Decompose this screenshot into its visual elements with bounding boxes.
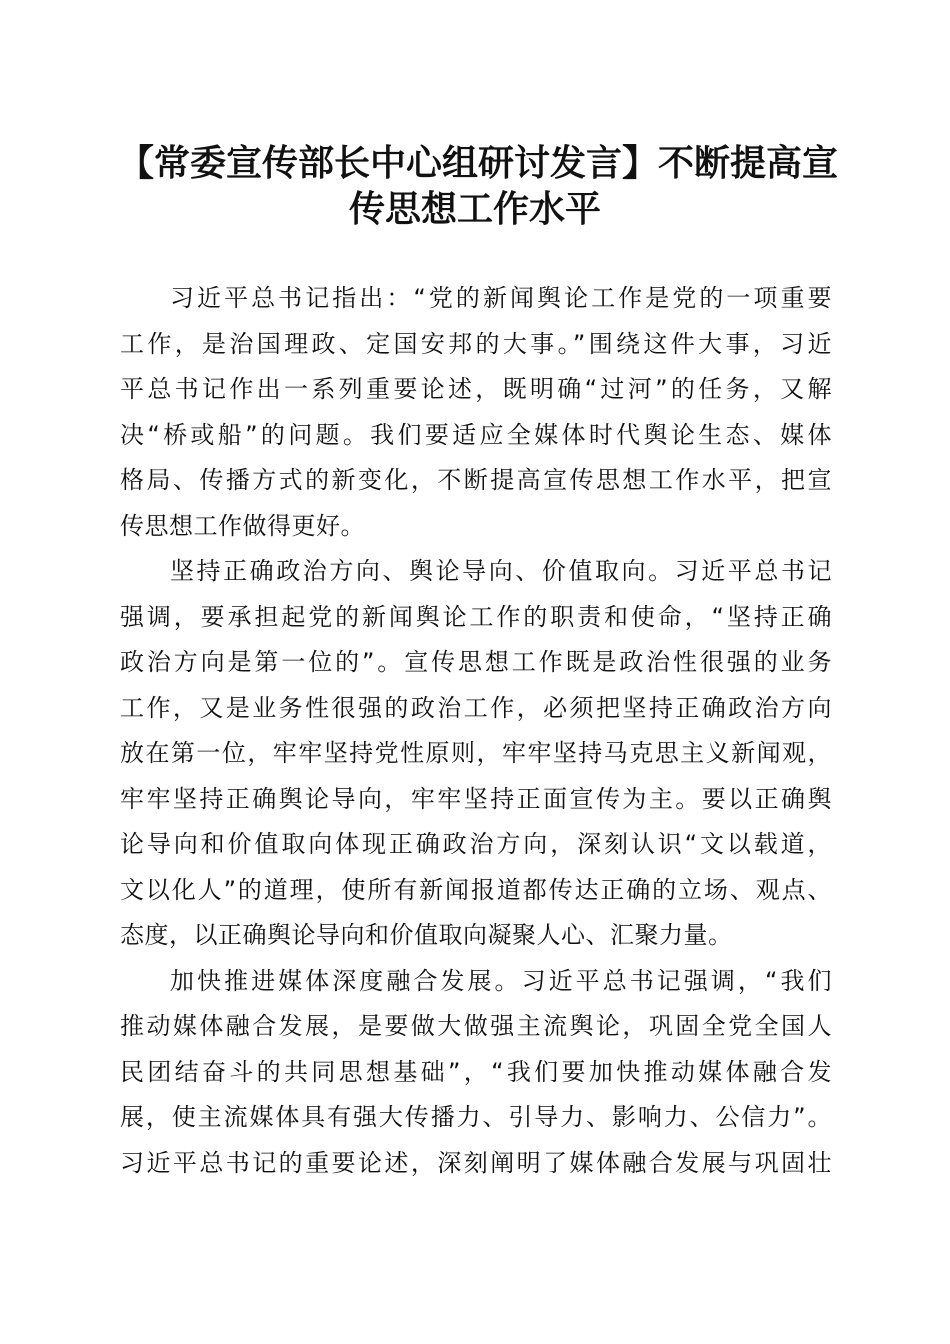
text-line: 推动媒体融合发展，是要做大做强主流舆论，巩固全党全国人 [120,1012,832,1040]
text-line: 工作，又是业务性很强的政治工作，必须把坚持正确政治方向 [120,693,832,722]
paragraph [120,959,832,1187]
text-line: 加快推进媒体深度融合发展。习近平总书记强调，“我们 [170,966,832,995]
text-line: 习近平总书记指出：“党的新闻舆论工作是党的一项重要 [170,284,832,312]
document-title [118,140,839,232]
text-line: 强调，要承担起党的新闻舆论工作的职责和使命，“坚持正确 [120,602,832,631]
text-line: 民团结奋斗的共同思想基础”，“我们要加快推动媒体融合发 [120,1057,832,1086]
text-line: 放在第一位，牢牢坚持党性原则，牢牢坚持马克思主义新闻观， [120,739,832,767]
text-line: 决“桥或船”的问题。我们要适应全媒体时代舆论生态、媒体 [120,420,832,449]
text-line: 文以化人”的道理，使所有新闻报道都传达正确的立场、观点、 [120,875,832,904]
text-line: 政治方向是第一位的”。宣传思想工作既是政治性很强的业务 [120,648,832,676]
document-body [120,276,832,1186]
text-line: 格局、传播方式的新变化，不断提高宣传思想工作水平，把宣 [120,466,832,494]
text-line: 坚持正确政治方向、舆论导向、价值取向。习近平总书记 [170,557,832,585]
text-line: 展，使主流媒体具有强大传播力、引导力、影响力、公信力”。 [120,1103,832,1131]
paragraph [120,549,832,959]
text-line: 论导向和价值取向体现正确政治方向，深刻认识“文以载道， [120,830,832,858]
text-line: 习近平总书记的重要论述，深刻阐明了媒体融合发展与巩固壮 [120,1148,832,1177]
text-line: 牢牢坚持正确舆论导向，牢牢坚持正面宣传为主。要以正确舆 [120,784,832,813]
text-line: 平总书记作出一系列重要论述，既明确“过河”的任务，又解 [120,375,832,403]
paragraph [120,276,832,549]
title-line: 【常委宣传部长中心组研讨发言】不断提高宣 [118,142,839,184]
text-line: 传思想工作做得更好。 [120,511,365,540]
text-line: 工作，是治国理政、定国安邦的大事。”围绕这件大事，习近 [120,329,832,358]
text-line: 态度，以正确舆论导向和价值取向凝聚人心、汇聚力量。 [120,921,733,949]
title-line: 传思想工作水平 [348,188,601,230]
